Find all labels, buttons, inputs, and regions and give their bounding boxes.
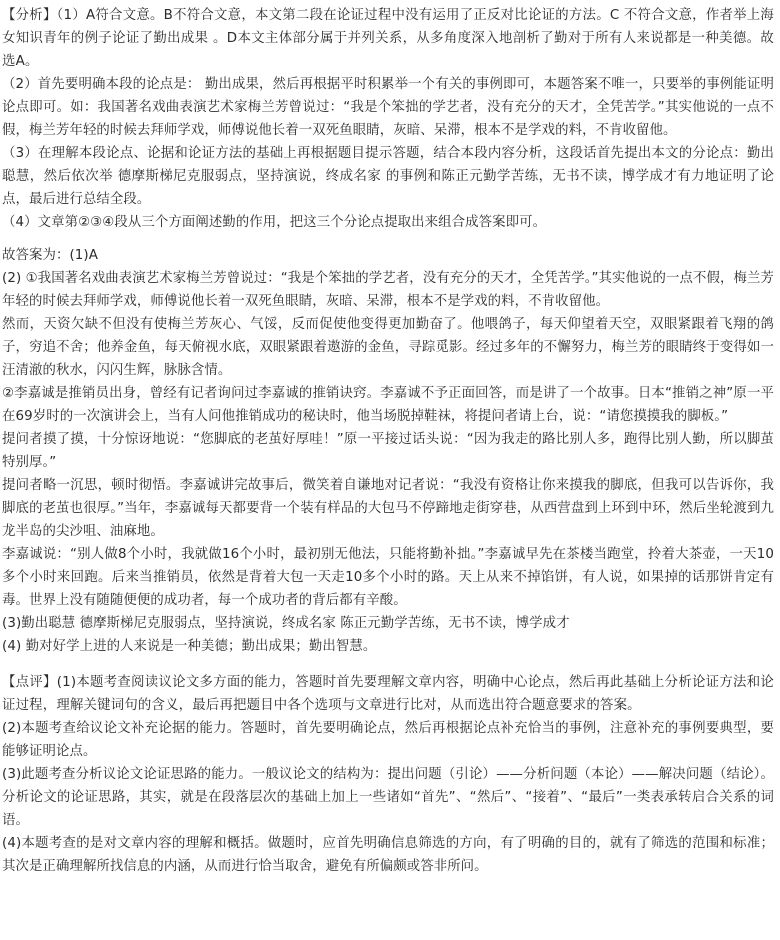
section-spacer xyxy=(2,234,774,244)
comment-part-3: (3)此题考查分析议论文论证思路的能力。一般议论文的结构为：提出问题（引论）——分析问题（本论）——解决问题（结论）。分析论文的论证思路，其实，就是在段落层次的基础上加上一些诸如“首先”、“然后”、“接着”、“最后”一类表承转启合关系的词语。 xyxy=(2,767,774,828)
analysis-section xyxy=(2,4,774,234)
answer-part-2-lijiacheng: ②李嘉诚是推销员出身，曾经有记者询问过李嘉诚的推销诀窍。李嘉诚不予正面回答，而是讲了一个故事。日本“推销之神”原一平在69岁时的一次演讲会上，当有人问他推销成功的秘诀时，他当场脱掉鞋袜，将提问者请上台，说：“请您摸摸我的脚板。” xyxy=(2,386,774,424)
answer-part-2-dialogue: 提问者摸了摸，十分惊讶地说：“您脚底的老茧好厚哇！”原一平接过话头说：“因为我走的路比别人多，跑得比别人勤，所以脚茧特别厚。” xyxy=(2,432,774,470)
answer-part-2-quote: 李嘉诚说：“别人做8个小时，我就做16个小时，最初别无他法，只能将勤补拙。”李嘉诚早先在茶楼当跑堂，拎着大茶壶，一天10多个小时来回跑。后来当推销员，依然是背着大包一天走10多个小时的路。天上从来不掉馅饼，有人说，如果掉的话那饼肯定有毒。世界上没有随随便便的成功者，每一个成功者的背后都有辛酸。 xyxy=(2,547,774,608)
analysis-part-4: （4）文章第②③④段从三个方面阐述勤的作用，把这三个分论点提取出来组合成答案即可。 xyxy=(2,215,547,230)
answer-part-2-meilanfang: (2) ①我国著名戏曲表演艺术家梅兰芳曾说过：“我是个笨拙的学艺者，没有充分的天才，全凭苦学。”其实他说的一点不假，梅兰芳年轻的时候去拜师学戏，师傅说他长着一双死鱼眼睛，灰暗、呆滞，根本不是学戏的料，不肯收留他。 xyxy=(2,271,774,309)
answer-heading: 故答案为：(1)A xyxy=(2,248,98,263)
answer-part-3: (3)勤出聪慧 德摩斯梯尼克服弱点，坚持演说，终成名家 陈正元勤学苦练，无书不读，博学成才 xyxy=(2,616,570,631)
analysis-part-3: （3）在理解本段论点、论据和论证方法的基础上再根据题目提示答题，结合本段内容分析，这段话首先提出本文的分论点：勤出聪慧，然后依次举 德摩斯梯尼克服弱点，坚持演说，终成名家 的事例和陈正元勤学苦练，无书不读，博学成才有力地证明了论点，最后进行总结全段。 xyxy=(2,146,774,207)
comment-part-2: (2)本题考查给议论文补充论据的能力。答题时，首先要明确论点，然后再根据论点补充恰当的事例，注意补充的事例要典型，要能够证明论点。 xyxy=(2,721,774,759)
comment-part-1: 【点评】(1)本题考查阅读议论文多方面的能力，答题时首先要理解文章内容，明确中心论点，然后再此基础上分析论证方法和论证过程，理解关键词句的含义，最后再把题目中各个选项与文章进行比对，从而选出符合题意要求的答案。 xyxy=(2,675,774,713)
answer-section xyxy=(2,244,774,658)
comment-section xyxy=(2,671,774,878)
answer-part-4: (4) 勤对好学上进的人来说是一种美德；勤出成果；勤出智慧。 xyxy=(2,639,377,654)
comment-part-4: (4)本题考查的是对文章内容的理解和概括。做题时，应首先明确信息筛选的方向，有了明确的目的，就有了筛选的范围和标准；其次是正确理解所找信息的内涵，从而进行恰当取舍，避免有所偏颇或答非所问。 xyxy=(2,836,774,874)
section-spacer xyxy=(2,658,774,671)
answer-part-2-meilanfang-cont: 然而，天资欠缺不但没有使梅兰芳灰心、气馁，反而促使他变得更加勤奋了。他喂鸽子，每天仰望着天空，双眼紧跟着飞翔的鸽子，穷追不舍；他养金鱼，每天俯视水底，双眼紧跟着遨游的金鱼，寻踪觅影。经过多年的不懈努力，梅兰芳的眼睛终于变得如一汪清澈的秋水，闪闪生辉，脉脉含情。 xyxy=(2,317,774,378)
analysis-part-2: （2）首先要明确本段的论点是： 勤出成果，然后再根据平时积累举一个有关的事例即可，本题答案不唯一，只要举的事例能证明论点即可。如：我国著名戏曲表演艺术家梅兰芳曾说过：“我是个笨拙的学艺者，没有充分的天才，全凭苦学。”其实他说的一点不假，梅兰芳年轻的时候去拜师学戏，师傅说他长着一双死鱼眼睛，灰暗、呆滞，根本不是学戏的料，不肯收留他。 xyxy=(2,77,774,138)
answer-part-2-reflection: 提问者略一沉思，顿时彻悟。李嘉诚讲完故事后，微笑着自谦地对记者说：“我没有资格让你来摸我的脚底，但我可以告诉你，我脚底的老茧也很厚。”当年，李嘉诚每天都要背一个装有样品的大包马不停蹄地走街穿巷，从西营盘到上环到中环，然后坐轮渡到九龙半岛的尖沙咀、油麻地。 xyxy=(2,478,774,539)
analysis-part-1: 【分析】（1）A符合文意。B不符合文意，本文第二段在论证过程中没有运用了正反对比论证的方法。C 不符合文意，作者举上海女知识青年的例子论证了勤出成果 。D本文主体部分属于并列关系，从多角度深入地剖析了勤对于所有人来说都是一种美德。故选A。 xyxy=(2,8,774,69)
